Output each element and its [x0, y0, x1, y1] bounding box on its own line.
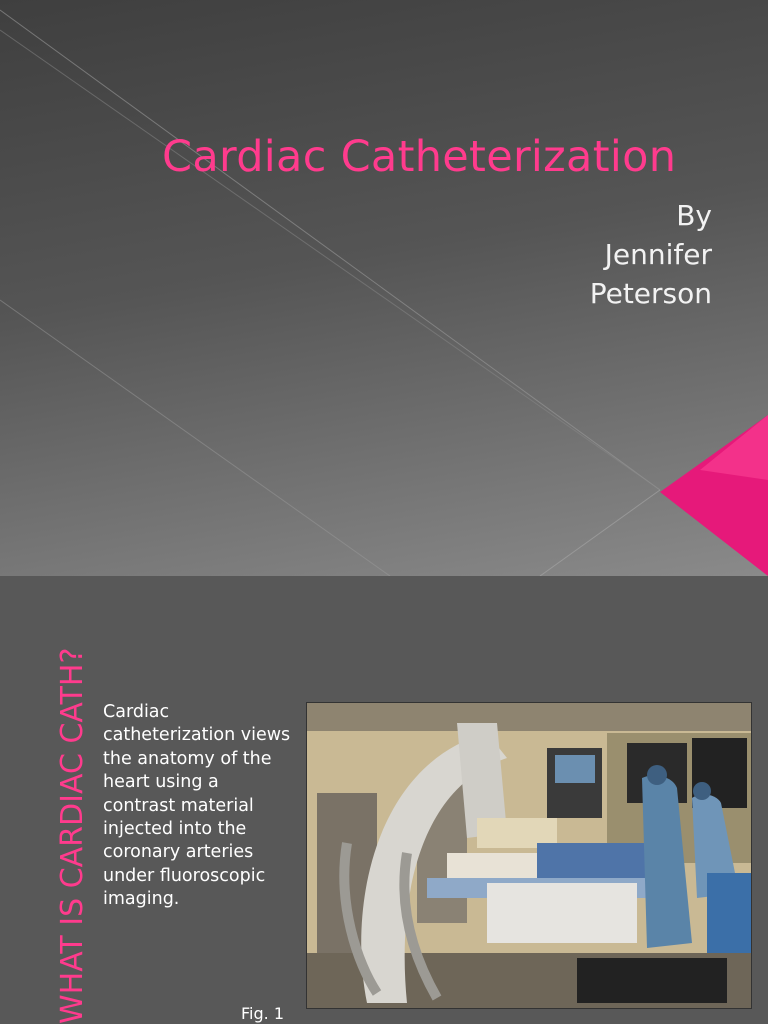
author-first-name: Jennifer	[604, 238, 712, 271]
author-last-name: Peterson	[589, 277, 712, 310]
author-line-by: By	[676, 199, 712, 232]
page-title: Cardiac Catheterization	[162, 132, 677, 182]
cath-lab-photo	[306, 702, 752, 1009]
body-text: Cardiac catheterization views the anatomy of the heart using a contrast material injected into the coronary arteries under fluoroscopic imaging.	[103, 702, 291, 910]
figure-caption: Fig. 1	[241, 1004, 284, 1023]
author-block	[590, 196, 712, 313]
vertical-section-title: WHAT IS CARDIAC CATH?	[55, 647, 90, 1024]
content-slide	[0, 576, 768, 1024]
